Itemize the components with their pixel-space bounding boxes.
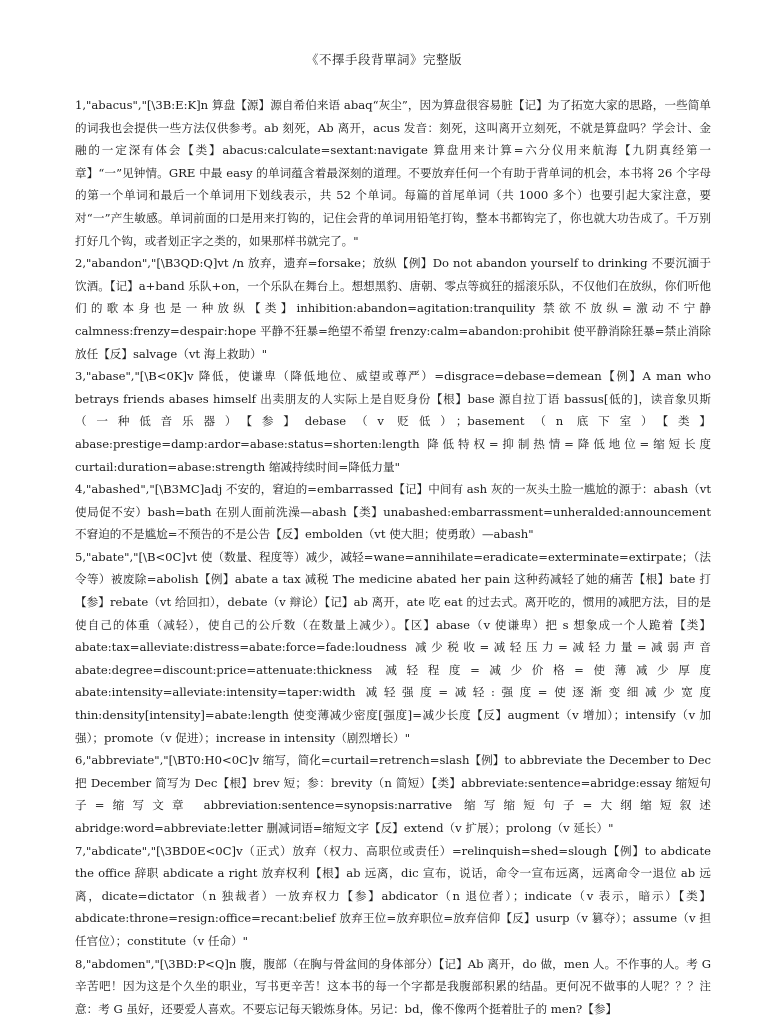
entry-abbreviate: 6,"abbreviate","[\BT0:H0<0C]v 缩写，简化=curtail=retrench=slash【例】to abbreviate the December to Dec 把 December 简写为 Dec【根】brev 短；参：brevity（n 简短）【类】abbreviate:sentence=abridge:essay 缩短句子=缩写文章 abbreviation:sentence=synopsis:narrative 缩写缩短句子=大纲缩短叙述 abridge:word=abbreviate:letter 删减词语=缩短文字【反】extend（v 扩展）；prolong（v 延长）": [75, 753, 711, 835]
document-title: 《不擇手段背單詞》完整版: [305, 52, 462, 67]
entry-abdicate: 7,"abdicate","[\3BD0E<0C]v（正式）放弃（权力、高职位或责任）=relinquish=shed=slough【例】to abdicate the office 辞职 abdicate a right 放弃权利【根】ab 远离，dic 宣布，说话，命令一宣布远离，远离命令一退位 ab 远离，dicate=dictator（n 独裁者）一放弃权力【参】abdicator（n 退位者）；indicate（v 表示，暗示）【类】abdicate:throne=resign:office=recant:belief 放弃王位=放弃职位=放弃信仰【反】usurp（v 篡夺）；assume（v 担任官位）；constitute（v 任命）": [75, 843, 711, 948]
document-body: [75, 94, 711, 1020]
entry-abandon: 2,"abandon","[\B3QD:Q]vt /n 放弃，遗弃=forsake；放纵【例】Do not abandon yourself to drinking 不要沉湎于饮酒。【记】a+band 乐队+on，一个乐队在舞台上。想想黑豹、唐朝、零点等疯狂的摇滚乐队，不仅他们在放纵，你们听他们的歌本身也是一种放纵【类】inhibition:abandon=agitation:tranquility 禁欲不放纵=激动不宁静 calmness:frenzy=despair:hope 平静不狂暴=绝望不希望 frenzy:calm=abandon:prohibit 使平静消除狂暴=禁止消除放任【反】salvage（vt 海上救助）": [75, 256, 711, 361]
entry-abdomen: 8,"abdomen","[\3BD:P<Q]n 腹，腹部（在胸与骨盆间的身体部分）【记】Ab 离开，do 做，men 人。不作事的人。考 G 辛苦吧！因为这是个久坐的职业，写书更辛苦！这本书的每一个字都是我腹部积累的结晶。更何况不做事的人呢？？？注意：考 G 虽好，还要爱人喜欢。不要忘记每天锻炼身体。另记：bd，像不像两个挺着肚子的 men?【参】: [75, 956, 711, 1016]
entry-abase: 3,"abase","[\B<0K]v 降低，使谦卑（降低地位、威望或尊严）=disgrace=debase=demean【例】A man who betrays friends abases himself 出卖朋友的人实际上是自贬身份【根】base 源自拉丁语 bassus[低的]，读音象贝斯（一种低音乐器）【参】debase（v 贬低）；basement（n 底下室）【类】abase:prestige=damp:ardor=abase:status=shorten:length 降低特权=抑制热情=降低地位=缩短长度 curtail:duration=abase:strength 缩减持续时间=降低力量": [75, 369, 711, 474]
entry-abashed: 4,"abashed","[\B3MC]adj 不安的，窘迫的=embarrassed【记】中间有 ash 灰的一灰头土脸一尴尬的源于：abash（vt 使局促不安）bash=bath 在别人面前洗澡—abash【类】unabashed:embarrassment=unheralded:announcement 不窘迫的不是尴尬=不预告的不是公告【反】embolden（vt 使大胆；使勇敢）—abash": [75, 482, 711, 542]
entry-abate: 5,"abate","[\B<0C]vt 使（数量、程度等）减少，减轻=wane=annihilate=eradicate=exterminate=extirpate；（法令等）被废除=abolish【例】abate a tax 减税 The medicine abated her pain 这种药减轻了她的痛苦【根】bate 打【参】rebate（vt 给回扣），debate（v 辩论）【记】ab 离开，ate 吃 eat 的过去式。离开吃的，惯用的减肥方法，目的是使自己的体重（减轻），使自己的公斤数（在数量上减少）。【区】abase（v 使谦卑）把 s 想象成一个人跪着【类】abate:tax=alleviate:distress=abate:force=fade:loudness 减少税收=减轻压力=减轻力量=减弱声音 abate:degree=discount:price=attenuate:thickness 减轻程度=减少价格=使薄减少厚度 abate:intensity=alleviate:intensity=taper:width 减轻强度=减轻:强度=使逐渐变细减少宽度 thin:density[intensity]=abate:length 使变薄减少密度[强度]=减少长度【反】augment（v 增加）；intensify（v 加强）；promote（v 促进）；increase in intensity（剧烈增长）": [75, 549, 711, 745]
entry-abacus: 1,"abacus","[\3B:E:K]n 算盘【源】源自希伯来语 abaq“灰尘”，因为算盘很容易脏【记】为了拓宽大家的思路，一些简单的词我也会提供一些方法仅供参考。ab 刻死，Ab 离开，acus 发音：刻死，这叫离开立刻死，不就是算盘吗？学会计、金融的一定深有体会【类】abacus:calculate=sextant:navigate 算盘用来计算=六分仪用来航海【九阴真经第一章】“一”见钟情。GRE 中最 easy 的单词蕴含着最深刻的道理。不要放弃任何一个有助于背单词的机会，本书将 26 个字母的第一个单词和最后一个单词用下划线表示，共 52 个单词。每篇的首尾单词（共 1000 多个）也要引起大家注意，要对“一”产生敏感。单词前面的口是用来打钩的，记住会背的单词用铅笔打钩，整本书都钩完了，你也就大功告成了。千万别打好几个钩，或者划正字之类的，如果那样书就完了。": [75, 98, 711, 248]
